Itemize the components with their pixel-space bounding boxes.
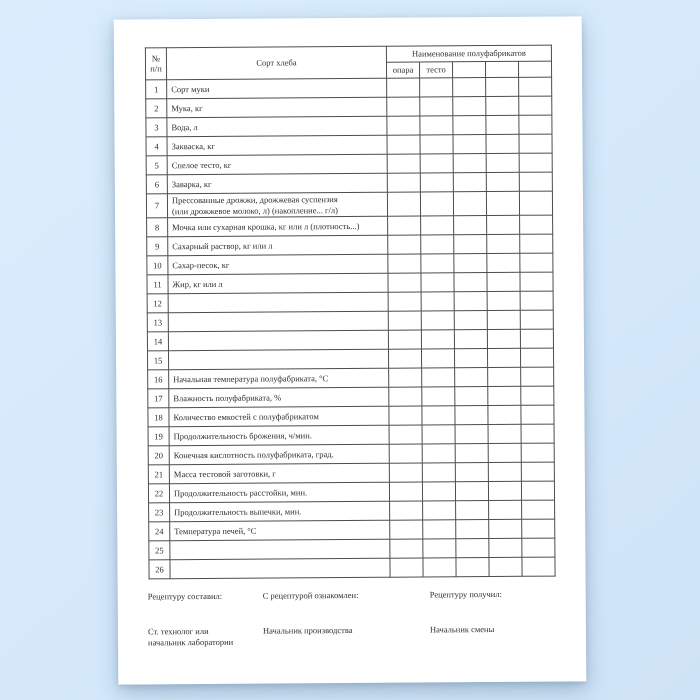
row-label-cell <box>170 558 390 579</box>
value-cell <box>453 173 486 192</box>
row-number-cell: 7 <box>146 194 167 218</box>
table-body <box>146 77 556 579</box>
row-label-cell <box>170 539 390 560</box>
row-label-cell: Заварка, кг <box>167 173 387 194</box>
row-label-cell <box>168 311 388 332</box>
row-label-cell: Вода, л <box>167 116 387 137</box>
value-cell <box>487 235 520 254</box>
row-number-cell: 10 <box>147 256 168 275</box>
value-cell <box>422 406 455 425</box>
value-cell <box>486 96 519 115</box>
value-cell <box>390 539 423 558</box>
value-cell <box>454 273 487 292</box>
header-subcol-blank-3 <box>518 61 551 77</box>
value-cell <box>387 135 420 154</box>
value-cell <box>520 310 553 329</box>
value-cell <box>421 349 454 368</box>
value-cell <box>519 134 552 153</box>
value-cell <box>388 254 421 273</box>
value-cell <box>456 520 489 539</box>
value-cell <box>420 116 453 135</box>
value-cell <box>423 520 456 539</box>
value-cell <box>390 501 423 520</box>
row-number-cell: 9 <box>147 237 168 256</box>
value-cell <box>420 192 453 216</box>
value-cell <box>520 329 553 348</box>
value-cell <box>488 368 521 387</box>
row-label-cell: Мука, кг <box>167 97 387 118</box>
value-cell <box>488 425 521 444</box>
value-cell <box>486 172 519 191</box>
value-cell <box>421 235 454 254</box>
row-number-cell: 14 <box>147 332 168 351</box>
value-cell <box>453 78 486 97</box>
row-number-cell: 13 <box>147 313 168 332</box>
value-cell <box>487 292 520 311</box>
row-label-cell <box>168 292 388 313</box>
row-label-cell: Масса тестовой заготовки, г <box>169 463 389 484</box>
value-cell <box>488 444 521 463</box>
header-subcol-blank-2 <box>485 61 518 77</box>
value-cell <box>421 311 454 330</box>
value-cell <box>519 96 552 115</box>
value-cell <box>421 216 454 235</box>
value-cell <box>388 311 421 330</box>
row-number-cell: 24 <box>149 522 170 541</box>
row-number-cell: 2 <box>146 99 167 118</box>
row-number-cell: 4 <box>146 137 167 156</box>
value-cell <box>388 292 421 311</box>
row-label-cell <box>168 349 388 370</box>
value-cell <box>455 463 488 482</box>
value-cell <box>520 253 553 272</box>
value-cell <box>519 153 552 172</box>
value-cell <box>486 191 519 215</box>
row-label-cell: Температура печей, °С <box>170 520 390 541</box>
value-cell <box>455 482 488 501</box>
value-cell <box>422 463 455 482</box>
value-cell <box>389 368 422 387</box>
value-cell <box>521 443 554 462</box>
value-cell <box>520 291 553 310</box>
value-cell <box>455 444 488 463</box>
value-cell <box>422 444 455 463</box>
value-cell <box>453 135 486 154</box>
value-cell <box>420 154 453 173</box>
value-cell <box>387 173 420 192</box>
row-number-cell: 22 <box>148 484 169 503</box>
value-cell <box>454 330 487 349</box>
value-cell <box>454 349 487 368</box>
value-cell <box>389 425 422 444</box>
recipe-table <box>145 45 556 580</box>
row-label-cell: Влажность полуфабриката, % <box>169 387 389 408</box>
value-cell <box>388 273 421 292</box>
value-cell <box>521 424 554 443</box>
row-label-cell: Продолжительность расстойки, мин. <box>169 482 389 503</box>
row-number-cell: 25 <box>149 541 170 560</box>
row-label-cell: Сахар-песок, кг <box>168 254 388 275</box>
row-label-cell: Мочка или сухарная крошка, кг или л (плотность...) <box>168 216 388 237</box>
value-cell <box>489 520 522 539</box>
value-cell <box>421 330 454 349</box>
value-cell <box>522 519 555 538</box>
value-cell <box>423 558 456 577</box>
row-number-cell: 18 <box>148 408 169 427</box>
value-cell <box>420 78 453 97</box>
row-label-cell: Сахарный раствор, кг или л <box>168 235 388 256</box>
row-number-cell: 6 <box>146 175 167 194</box>
value-cell <box>388 349 421 368</box>
row-number-cell: 16 <box>148 370 169 389</box>
row-label-cell: Продолжительность выпечки, мин. <box>170 501 390 522</box>
row-label-cell: Сорт муки <box>167 78 387 99</box>
value-cell <box>455 425 488 444</box>
value-cell <box>453 97 486 116</box>
value-cell <box>389 387 422 406</box>
value-cell <box>521 405 554 424</box>
document-page <box>114 16 587 684</box>
header-num: № п/п <box>145 48 166 80</box>
value-cell <box>454 292 487 311</box>
row-label-cell: Конечная кислотность полуфабриката, град. <box>169 444 389 465</box>
row-label-cell: Жир, кг или л <box>168 273 388 294</box>
value-cell <box>487 330 520 349</box>
header-bread-sort: Сорт хлеба <box>166 46 386 80</box>
value-cell <box>455 387 488 406</box>
row-number-cell: 17 <box>148 389 169 408</box>
value-cell <box>488 387 521 406</box>
value-cell <box>519 115 552 134</box>
value-cell <box>520 272 553 291</box>
value-cell <box>420 173 453 192</box>
value-cell <box>422 482 455 501</box>
value-cell <box>422 387 455 406</box>
value-cell <box>420 97 453 116</box>
value-cell <box>522 557 555 576</box>
row-number-cell: 23 <box>149 503 170 522</box>
value-cell <box>521 386 554 405</box>
row-label-cell: Количество емкостей с полуфабрикатом <box>169 406 389 427</box>
value-cell <box>489 539 522 558</box>
header-subcol-opara: опара <box>386 62 419 78</box>
value-cell <box>521 481 554 500</box>
value-cell <box>423 539 456 558</box>
value-cell <box>421 254 454 273</box>
value-cell <box>520 215 553 234</box>
header-semifinished-group: Наименование полуфабрикатов <box>386 45 551 62</box>
row-number-cell: 1 <box>146 80 167 99</box>
value-cell <box>487 311 520 330</box>
value-cell <box>456 539 489 558</box>
value-cell <box>389 463 422 482</box>
table-header <box>145 45 551 80</box>
value-cell <box>487 349 520 368</box>
value-cell <box>387 154 420 173</box>
value-cell <box>486 77 519 96</box>
value-cell <box>487 273 520 292</box>
row-label-cell <box>168 330 388 351</box>
value-cell <box>519 191 552 215</box>
value-cell <box>488 406 521 425</box>
value-cell <box>453 154 486 173</box>
footer-role: Начальник производства <box>262 625 353 636</box>
row-label-cell: Закваска, кг <box>167 135 387 156</box>
value-cell <box>454 235 487 254</box>
value-cell <box>522 538 555 557</box>
value-cell <box>521 462 554 481</box>
row-number-cell: 3 <box>146 118 167 137</box>
value-cell <box>486 134 519 153</box>
value-cell <box>387 116 420 135</box>
value-cell <box>387 192 420 216</box>
value-cell <box>389 406 422 425</box>
header-subcol-testo: тесто <box>419 62 452 78</box>
value-cell <box>488 482 521 501</box>
value-cell <box>390 558 423 577</box>
footer-role: Ст. технолог или начальник лаборатории <box>147 626 234 648</box>
value-cell <box>456 501 489 520</box>
value-cell <box>454 311 487 330</box>
value-cell <box>389 482 422 501</box>
value-cell <box>388 330 421 349</box>
value-cell <box>455 406 488 425</box>
value-cell <box>390 520 423 539</box>
value-cell <box>454 216 487 235</box>
row-number-cell: 5 <box>146 156 167 175</box>
value-cell <box>489 558 522 577</box>
value-cell <box>422 425 455 444</box>
value-cell <box>453 192 486 216</box>
value-cell <box>387 78 420 97</box>
value-cell <box>521 367 554 386</box>
table-row <box>149 557 555 579</box>
value-cell <box>519 77 552 96</box>
value-cell <box>488 463 521 482</box>
value-cell <box>486 153 519 172</box>
row-number-cell: 8 <box>147 218 168 237</box>
value-cell <box>422 368 455 387</box>
row-label-cell: Продолжительность брожения, ч/мин. <box>169 425 389 446</box>
value-cell <box>487 216 520 235</box>
value-cell <box>487 254 520 273</box>
table-row <box>146 191 552 218</box>
row-label-cell: Прессованные дрожжи, дрожжевая суспензия (или дрожжевое молоко, л) (накопление... г/л) <box>167 192 387 218</box>
row-number-cell: 11 <box>147 275 168 294</box>
value-cell <box>387 97 420 116</box>
value-cell <box>522 500 555 519</box>
signature-footer <box>118 589 587 672</box>
footer-col-acquainted <box>263 590 413 637</box>
value-cell <box>454 254 487 273</box>
row-label-cell: Начальная температура полуфабриката, °С <box>169 368 389 389</box>
value-cell <box>423 501 456 520</box>
value-cell <box>421 292 454 311</box>
row-number-cell: 19 <box>148 427 169 446</box>
footer-col-composed <box>148 591 258 649</box>
value-cell <box>453 116 486 135</box>
value-cell <box>455 368 488 387</box>
value-cell <box>519 172 552 191</box>
value-cell <box>421 273 454 292</box>
value-cell <box>520 348 553 367</box>
value-cell <box>456 558 489 577</box>
value-cell <box>489 501 522 520</box>
footer-title: С рецептурой ознакомлен: <box>262 590 359 601</box>
footer-title: Рецептуру получил: <box>429 589 502 600</box>
footer-col-received <box>430 589 570 636</box>
footer-title: Рецептуру составил: <box>147 591 223 602</box>
value-cell <box>389 444 422 463</box>
row-number-cell: 20 <box>148 446 169 465</box>
value-cell <box>420 135 453 154</box>
value-cell <box>486 115 519 134</box>
row-number-cell: 12 <box>147 294 168 313</box>
footer-role: Начальник смены <box>429 624 495 635</box>
row-label-cell: Спелое тесто, кг <box>167 154 387 175</box>
value-cell <box>388 216 421 235</box>
value-cell <box>388 235 421 254</box>
header-subcol-blank-1 <box>452 62 485 78</box>
row-number-cell: 26 <box>149 560 170 579</box>
value-cell <box>520 234 553 253</box>
row-number-cell: 21 <box>148 465 169 484</box>
row-number-cell: 15 <box>147 351 168 370</box>
